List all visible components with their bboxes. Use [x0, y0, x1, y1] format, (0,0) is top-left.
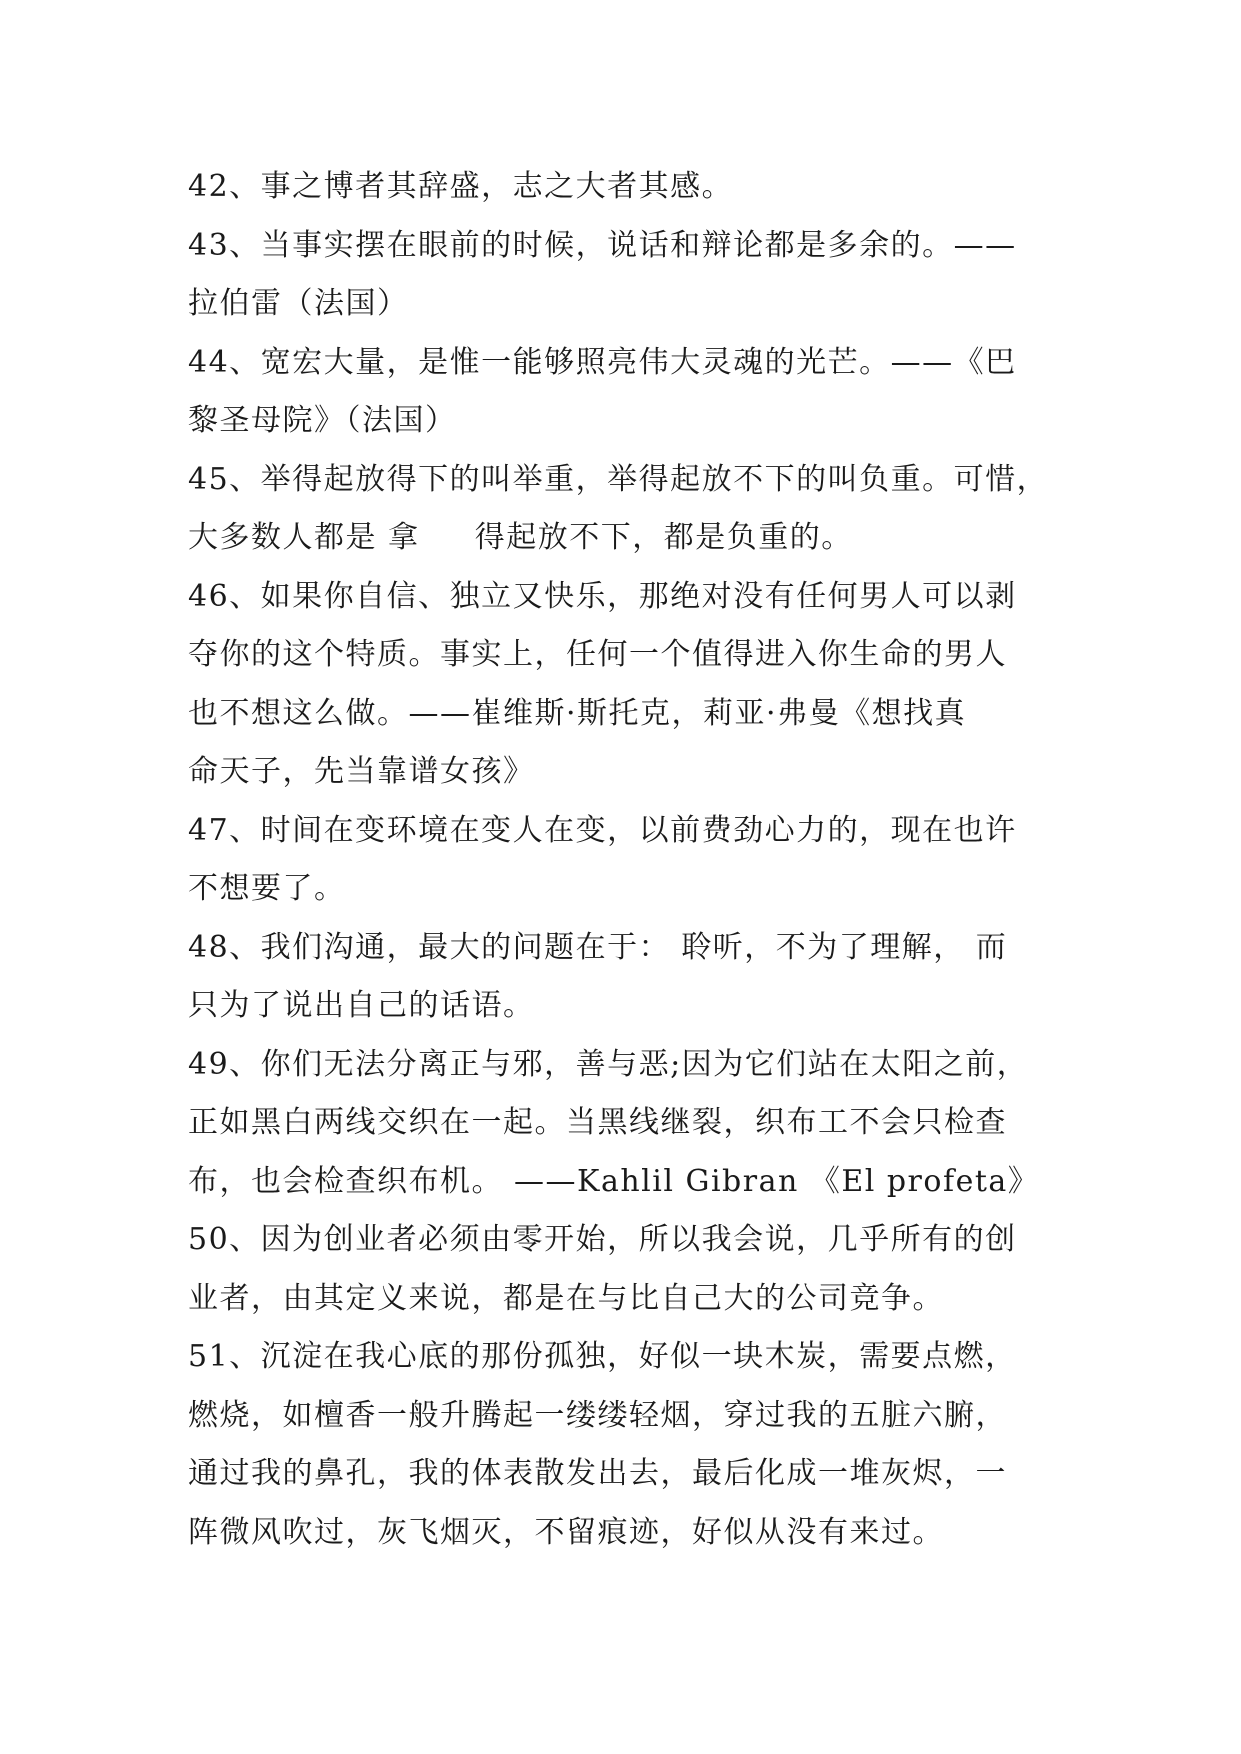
text-line: 44、宽宏大量，是惟一能够照亮伟大灵魂的光芒。——《巴 — [188, 344, 1017, 380]
text-line: 夺你的这个特质。事实上，任何一个值得进入你生命的男人 — [188, 637, 1007, 672]
text-line: 51、沉淀在我心底的那份孤独，好似一块木炭，需要点燃， — [188, 1339, 1017, 1374]
text-line: 43、当事实摆在眼前的时候，说话和辩论都是多余的。—— — [188, 227, 1017, 263]
text-line: 49、你们无法分离正与邪，善与恶;因为它们站在太阳之前， — [188, 1046, 1029, 1082]
text-line: 黎圣母院》（法国） — [188, 403, 457, 438]
text-line: 通过我的鼻孔，我的体表散发出去，最后化成一堆灰烬，一 — [188, 1456, 1007, 1491]
text-line: 45、举得起放得下的叫举重，举得起放不下的叫负重。可惜， — [188, 461, 1049, 497]
text-line: 也不想这么做。——崔维斯·斯托克，莉亚·弗曼《想找真 — [188, 695, 967, 731]
text-line: 42、事之博者其辞盛，志之大者其感。 — [188, 169, 734, 204]
text-line: 不想要了。 — [188, 871, 346, 906]
text-line: 业者，由其定义来说，都是在与比自己大的公司竞争。 — [188, 1280, 944, 1316]
text-line: 命天子，先当靠谱女孩》 — [188, 754, 535, 789]
text-line: 47、时间在变环境在变人在变，以前费劲心力的，现在也许 — [188, 812, 1017, 848]
text-line: 只为了说出自己的话语。 — [188, 988, 535, 1023]
text-line: 50、因为创业者必须由零开始，所以我会说，几乎所有的创 — [188, 1222, 1017, 1257]
text-line: 燃烧，如檀香一般升腾起一缕缕轻烟，穿过我的五脏六腑， — [188, 1397, 1007, 1433]
text-line: 正如黑白两线交织在一起。当黑线继裂，织布工不会只检查 — [188, 1105, 1007, 1140]
text-line: 大多数人都是 拿 得起放不下，都是负重的。 — [188, 520, 853, 555]
text-line: 布，也会检查织布机。 ——Kahlil Gibran 《El profeta》 — [188, 1163, 1040, 1199]
text-line: 46、如果你自信、独立又快乐，那绝对没有任何男人可以剥 — [188, 578, 1017, 614]
text-line: 阵微风吹过，灰飞烟灭，不留痕迹，好似从没有来过。 — [188, 1514, 944, 1550]
text-line: 拉伯雷（法国） — [188, 286, 409, 321]
text-line: 48、我们沟通，最大的问题在于： 聆听，不为了理解， 而 — [188, 929, 1008, 965]
document-body — [188, 158, 1068, 1562]
